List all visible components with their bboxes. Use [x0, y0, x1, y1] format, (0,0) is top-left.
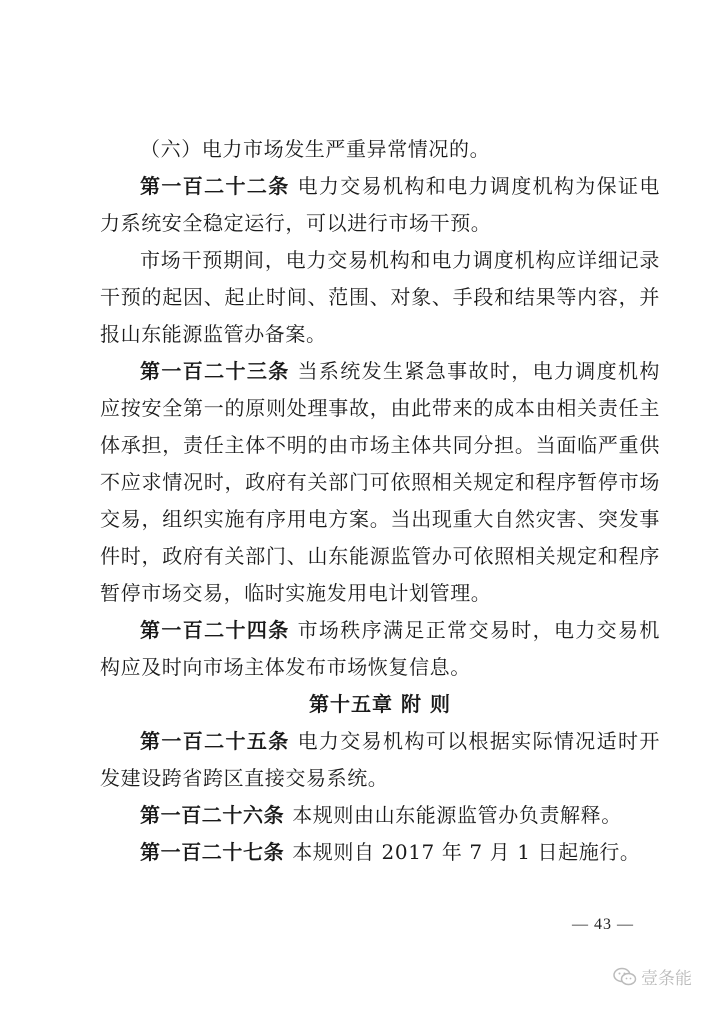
paragraph-article-123 — [100, 353, 660, 612]
paragraph-article-127 — [100, 834, 660, 871]
article-number: 第一百二十六条 — [140, 803, 285, 827]
wechat-watermark — [613, 964, 692, 989]
article-number: 第一百二十四条 — [140, 618, 290, 642]
wechat-icon — [613, 967, 637, 987]
article-number: 第一百二十二条 — [140, 174, 290, 198]
paragraph-article-122 — [100, 168, 660, 242]
page-number: — 43 — — [572, 916, 634, 933]
article-text: 电力交易机构可以根据实际情况适时开发建设跨省跨区直接交易系统。 — [100, 729, 661, 790]
article-number: 第一百二十三条 — [140, 359, 290, 383]
paragraph-1-text: （六）电力市场发生严重异常情况的。 — [140, 137, 491, 161]
article-text: 当系统发生紧急事故时，电力调度机构应按安全第一的原则处理事故，由此带来的成本由相关责任主体承担，责任主体不明的由市场主体共同分担。当面临严重供不应求情况时，政府有关部门可依照相关规定和程序暂停市场交易，组织实施有序用电方案。当出现重大自然灾害、突发事件时，政府有关部门、山东能源监管办可依照相关规定和程序暂停市场交易，临时实施发用电计划管理。 — [100, 359, 661, 605]
article-text: 本规则自 2017 年 7 月 1 日起施行。 — [292, 840, 641, 864]
paragraph-3-text: 市场干预期间，电力交易机构和电力调度机构应详细记录干预的起因、起止时间、范围、对象、手段和结果等内容，并报山东能源监管办备案。 — [100, 248, 660, 346]
article-text: 市场秩序满足正常交易时，电力交易机构应及时向市场主体发布市场恢复信息。 — [100, 618, 661, 679]
watermark-label: 壹条能 — [641, 969, 692, 989]
paragraph-article-124 — [100, 612, 660, 686]
article-number: 第一百二十七条 — [140, 840, 285, 864]
article-text: 电力交易机构和电力调度机构为保证电力系统安全稳定运行，可以进行市场干预。 — [100, 174, 661, 235]
article-number: 第一百二十五条 — [140, 729, 290, 753]
paragraph-article-126 — [100, 797, 660, 834]
paragraph-3 — [100, 242, 660, 353]
paragraph-1 — [100, 131, 660, 168]
body-text — [100, 131, 660, 871]
paragraph-article-125 — [100, 723, 660, 797]
chapter-heading: 第十五章 附 则 — [309, 692, 451, 716]
article-text: 本规则由山东能源监管办负责解释。 — [292, 803, 622, 827]
